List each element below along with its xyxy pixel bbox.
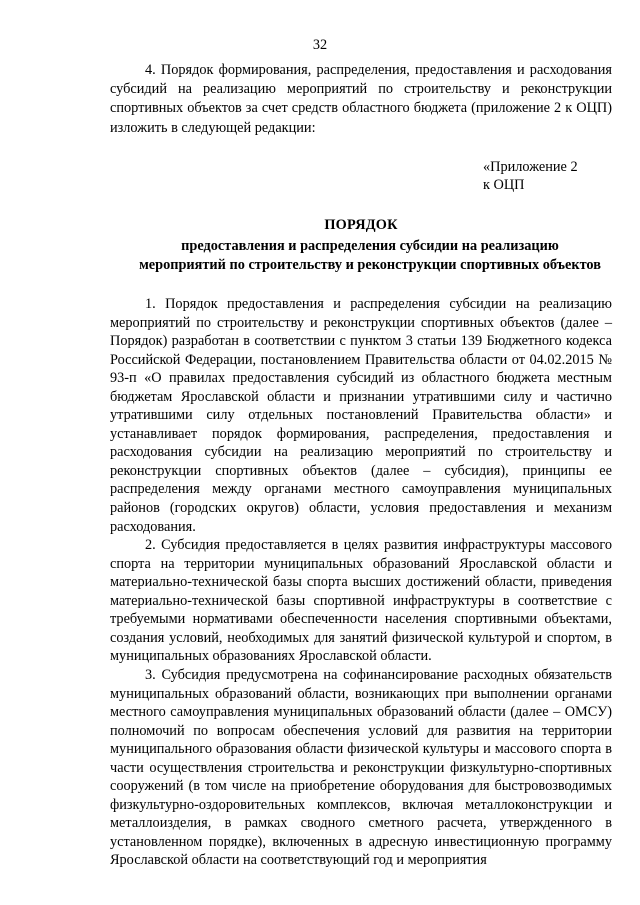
intro-paragraph: 4. Порядок формирования, распределения, предоставления и расходования субсидий на реализацию мероприятий по строительству и реконструкции спортивных объектов за счет средств областного бюджета (приложение 2 к ОЦП) изложить в следующей редакции: [110, 62, 612, 136]
document-subtitle-line2: мероприятий по строительству и реконструкции спортивных объектов [139, 256, 601, 273]
document-title: ПОРЯДОК [324, 216, 398, 233]
appendix-reference [110, 158, 612, 195]
paragraph-3: 3. Субсидия предусмотрена на софинансирование расходных обязательств муниципальных образований области, возникающих при выполнении органами местного самоуправления муниципальных образований области (далее – ОМСУ) полномочий по вопросам обеспечения условий для развития на территории муниципального образования области физической культуры и массового спорта в части осуществления строительства и реконструкции физкультурно-спортивных сооружений (в том числе на приобретение оборудования для быстровозводимых физкультурно-оздоровительных комплексов, включая металлоконструкции и металлоизделия, в рамках сводного сметного расчета, утвержденного в установленном порядке), включенных в адресную инвестиционную программу Ярославской области на соответствующий год и мероприятия [110, 666, 612, 869]
main-paragraphs [110, 295, 612, 870]
page-body [110, 61, 612, 870]
paragraph-2: 2. Субсидия предоставляется в целях развития инфраструктуры массового спорта на территории муниципальных образований Ярославской области и материально-технической базы спорта высших достижений области, приведения материально-технической базы спортивной инфраструктуры в соответствие с требуемыми нормативами обеспеченности населения спортивными объектами, создания условий, необходимых для занятий физической культурой и спортом, в муниципальных образованиях Ярославской области. [110, 537, 612, 665]
document-subtitle [110, 237, 612, 274]
appendix-reference-line1: «Приложение 2 [483, 158, 578, 175]
appendix-reference-line2: к ОЦП [483, 177, 525, 194]
document-subtitle-line1: предоставления и распределения субсидии на реализацию [181, 238, 559, 255]
page-number: 32 [312, 37, 328, 53]
paragraph-1: 1. Порядок предоставления и распределения субсидии на реализацию мероприятий по строительству и реконструкции спортивных объектов (далее – Порядок) разработан в соответствии с пунктом 3 статьи 139 Бюджетного кодекса Российской Федерации, постановлением Правительства области от 04.02.2015 № 93-п «О правилах предоставления субсидий из областного бюджета местным бюджетам Ярославской области и признании утратившими силу и частично утратившими силу отдельных постановлений Правительства области» и устанавливает порядок формирования, распределения, предоставления и расходования субсидии на реализацию мероприятий по строительству и реконструкции спортивных объектов (далее – субсидия), принципы ее распределения между органами местного самоуправления муниципальных районов (городских округов) области, условия предоставления и механизм расходования. [110, 296, 612, 535]
